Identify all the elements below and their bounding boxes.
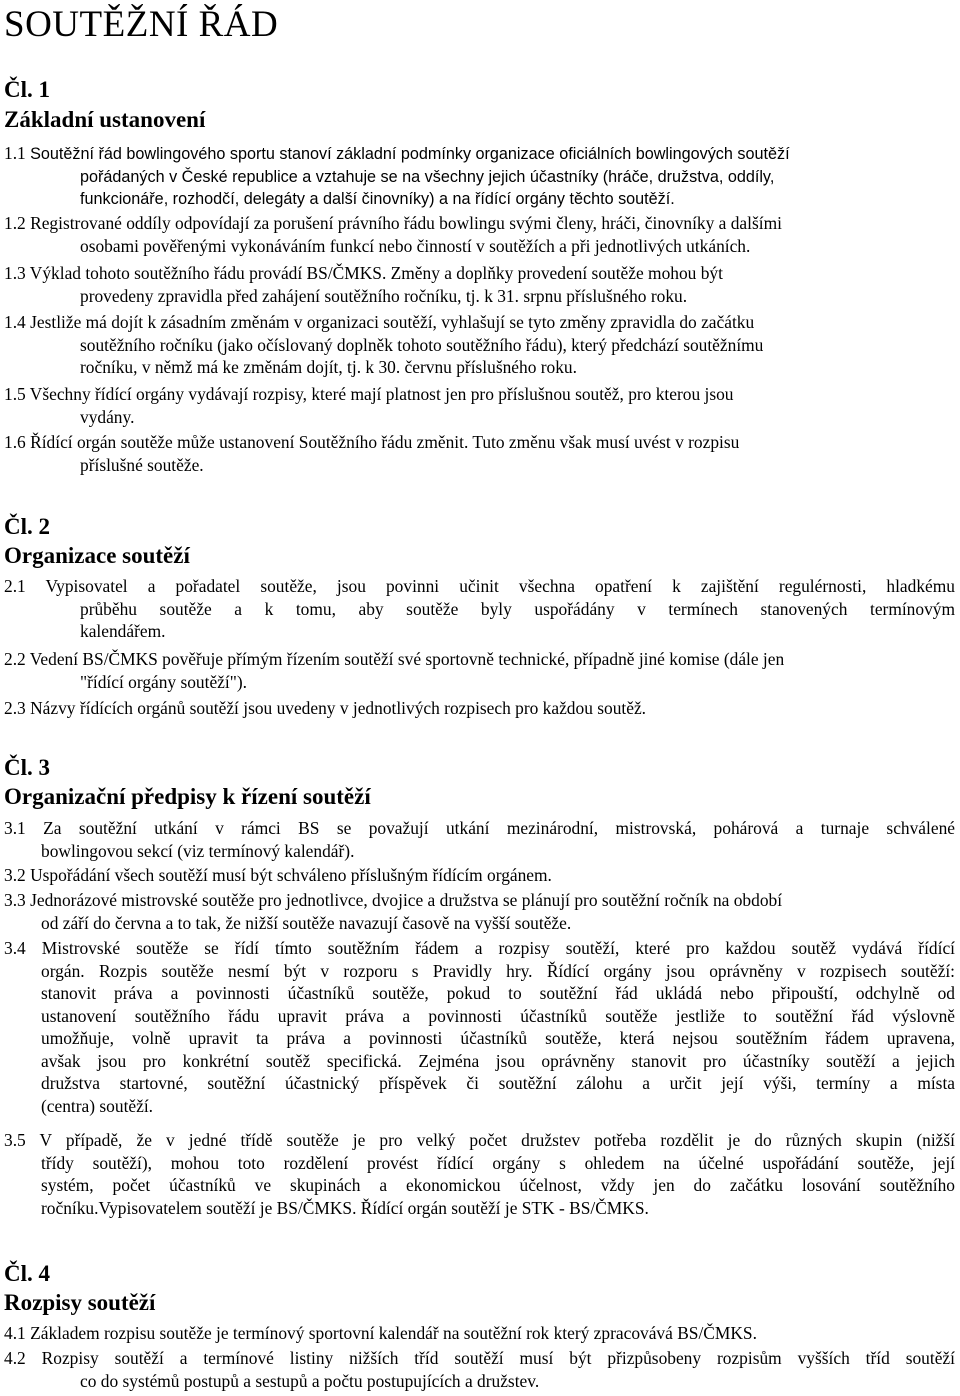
article-title: Organizační předpisy k řízení soutěží	[4, 784, 371, 809]
paragraph-line: ročníku, v němž má ke změnám dojít, tj. k 30. červnu příslušného roku.	[80, 357, 577, 377]
paragraph-number: 3.1	[4, 818, 26, 838]
article-number: Čl. 2	[4, 514, 50, 539]
paragraph-line: soutěžního ročníku (jako očíslovaný doplněk tohoto soutěžního řádu), který předchází soutěžnímu	[80, 334, 764, 355]
article-number: Čl. 1	[4, 77, 50, 102]
paragraph-line: Rozpisy soutěží a termínové listiny nižších tříd soutěží musí být přizpůsobeny rozpisům vyšších tříd soutěží	[41, 1348, 955, 1368]
paragraph-number: 3.5	[4, 1130, 26, 1150]
paragraph-line: stanovit práva a povinnosti účastníků soutěže, pokud to soutěžní řád ukládá nebo připouští, odchylně od	[41, 983, 955, 1003]
paragraph-line: příslušné soutěže.	[80, 454, 204, 475]
paragraph-line: Za soutěžní utkání v rámci BS se považují utkání mezinárodní, mistrovská, pohárová a turnaje schválené	[43, 818, 955, 838]
paragraph-4-1	[4, 1322, 955, 1345]
paragraph-line: vydány.	[80, 406, 135, 427]
paragraph-line: osobami pověřenými vykonáváním funkcí nebo činností v soutěžích a při jednotlivých utkáních.	[80, 235, 751, 256]
paragraph-3-3	[4, 889, 955, 934]
paragraph-1-3	[4, 262, 954, 307]
paragraph-number: 3.2	[4, 865, 26, 885]
paragraph-line: kalendářem.	[80, 621, 166, 641]
paragraph-line: Uspořádání všech soutěží musí být schváleno příslušným řídícím orgánem.	[30, 865, 552, 885]
paragraph-2-1	[4, 575, 955, 643]
document-title: SOUTĚŽNÍ ŘÁD	[4, 4, 279, 45]
paragraph-1-4	[4, 311, 954, 379]
paragraph-line: od září do června a to tak, že nižší soutěže navazují časově na vyšší soutěže.	[41, 912, 572, 933]
paragraph-line: Výklad tohoto soutěžního řádu provádí BS/ČMKS. Změny a doplňky provedení soutěže mohou být	[29, 263, 723, 283]
paragraph-line: pořádaných v České republice a vztahuje se na všechny jejich účastníky (hráče, družstva, oddíly,	[80, 167, 775, 186]
article-number: Čl. 4	[4, 1261, 50, 1286]
paragraph-3-2	[4, 864, 955, 887]
article-title: Rozpisy soutěží	[4, 1290, 156, 1315]
paragraph-line: orgán. Rozpis soutěže nesmí být v rozporu s Pravidly hry. Řídící orgány jsou oprávněny v rozpisech soutěží:	[41, 960, 955, 981]
paragraph-number: 1.3	[4, 263, 26, 283]
paragraph-line: co do systémů postupů a sestupů a počtu postupujících a družstev.	[80, 1370, 540, 1391]
paragraph-number: 2.2	[4, 649, 26, 669]
paragraph-line: "řídící orgány soutěží").	[80, 671, 247, 692]
paragraph-number: 1.6	[4, 432, 26, 452]
article-title: Organizace soutěží	[4, 543, 190, 568]
paragraph-4-2	[4, 1347, 955, 1392]
paragraph-line: Řídící orgán soutěže může ustanovení Soutěžního řádu změnit. Tuto změnu však musí uvést v rozpisu	[30, 432, 740, 452]
paragraph-1-2	[4, 212, 954, 257]
paragraph-number: 1.2	[4, 213, 26, 233]
paragraph-number: 1.1	[4, 143, 26, 163]
paragraph-1-5	[4, 383, 954, 428]
paragraph-line: Jestliže má dojít k zásadním změnám v organizaci soutěží, vyhlašují se tyto změny zpravidla do začátku	[30, 312, 755, 332]
paragraph-line: umožňuje, volně upravit ta práva a povinnosti účastníků soutěže, která nejsou soutěžním řádem upravena,	[41, 1028, 955, 1048]
paragraph-line: funkcionáře, rozhodčí, delegáty a další činovníky) a na řídící orgány těchto soutěží.	[80, 190, 675, 208]
paragraph-line: Mistrovské soutěže se řídí tímto soutěžním řádem a rozpisy soutěží, které pro každou soutěž vydává řídící	[41, 938, 955, 958]
paragraph-number: 1.5	[4, 384, 26, 404]
paragraph-number: 2.3	[4, 698, 26, 718]
paragraph-number: 3.4	[4, 938, 26, 958]
paragraph-line: (centra) soutěží.	[41, 1095, 154, 1116]
paragraph-line: ustanovení soutěžního řádu upravit práva a povinnosti účastníků soutěže jestliže to soutěžní řád výslovně	[41, 1005, 955, 1026]
paragraph-line: bowlingovou sekcí (viz termínový kalendář).	[41, 840, 355, 861]
paragraph-number: 4.2	[4, 1348, 26, 1368]
paragraph-line: třídy soutěží), mohou toto rozdělení provést řídící orgány s ohledem na účelné uspořádání soutěže, její	[41, 1152, 955, 1173]
paragraph-line: průběhu soutěže a k tomu, aby soutěže byly uspořádány v termínech stanovených termínovým	[80, 598, 955, 619]
article-title: Základní ustanovení	[4, 107, 206, 132]
paragraph-line: Vypisovatel a pořadatel soutěže, jsou povinni učinit všechna opatření k zajištění regulérnosti, hladkému	[45, 576, 955, 596]
paragraph-line: Soutěžní řád bowlingového sportu stanoví základní podmínky organizace oficiálních bowlingových soutěží	[30, 145, 790, 163]
paragraph-3-5	[4, 1129, 955, 1219]
paragraph-1-1	[4, 142, 954, 211]
paragraph-line: Jednorázové mistrovské soutěže pro jednotlivce, dvojice a družstva se plánují pro soutěžní ročník na období	[30, 890, 783, 910]
paragraph-1-6	[4, 431, 954, 476]
paragraph-line: systém, počet účastníků ve skupinách a ekonomickou účelnost, vždy jen do začátku losování soutěžního	[41, 1175, 955, 1195]
paragraph-line: Základem rozpisu soutěže je termínový sportovní kalendář na soutěžní rok který zpracovává BS/ČMKS.	[30, 1323, 757, 1343]
paragraph-3-4	[4, 937, 955, 1117]
paragraph-line: provedeny zpravidla před zahájení soutěžního ročníku, tj. k 31. srpnu příslušného roku.	[80, 285, 688, 306]
paragraph-line: Názvy řídících orgánů soutěží jsou uvedeny v jednotlivých rozpisech pro každou soutěž.	[30, 698, 647, 718]
paragraph-2-2	[4, 648, 955, 693]
paragraph-line: Všechny řídící orgány vydávají rozpisy, které mají platnost jen pro příslušnou soutěž, pro kterou jsou	[29, 384, 734, 404]
paragraph-3-1	[4, 817, 955, 862]
paragraph-number: 2.1	[4, 576, 26, 596]
paragraph-number: 4.1	[4, 1323, 26, 1343]
paragraph-line: avšak jsou pro konkrétní soutěž specifická. Zejména jsou oprávněny stanovit pro účastníky soutěží a jejich	[41, 1050, 955, 1071]
paragraph-line: Registrované oddíly odpovídají za porušení právního řádu bowlingu svými členy, hráči, činovníky a dalšími	[30, 213, 782, 233]
paragraph-2-3	[4, 697, 955, 720]
paragraph-line: družstva startovné, soutěžní účastnický příspěvek či soutěžní zálohu a určit její výši, termíny a místa	[41, 1073, 955, 1093]
paragraph-line: ročníku.Vypisovatelem soutěží je BS/ČMKS. Řídící orgán soutěží je STK - BS/ČMKS.	[41, 1197, 649, 1218]
paragraph-number: 1.4	[4, 312, 26, 332]
paragraph-number: 3.3	[4, 890, 26, 910]
paragraph-line: Vedení BS/ČMKS pověřuje přímým řízením soutěží své sportovně technické, případně jiné komise (dále jen	[29, 649, 785, 669]
article-number: Čl. 3	[4, 755, 50, 780]
paragraph-line: V případě, že v jedné třídě soutěže je pro velký počet družstev potřeba rozdělit je do různých skupin (nižší	[39, 1130, 955, 1150]
